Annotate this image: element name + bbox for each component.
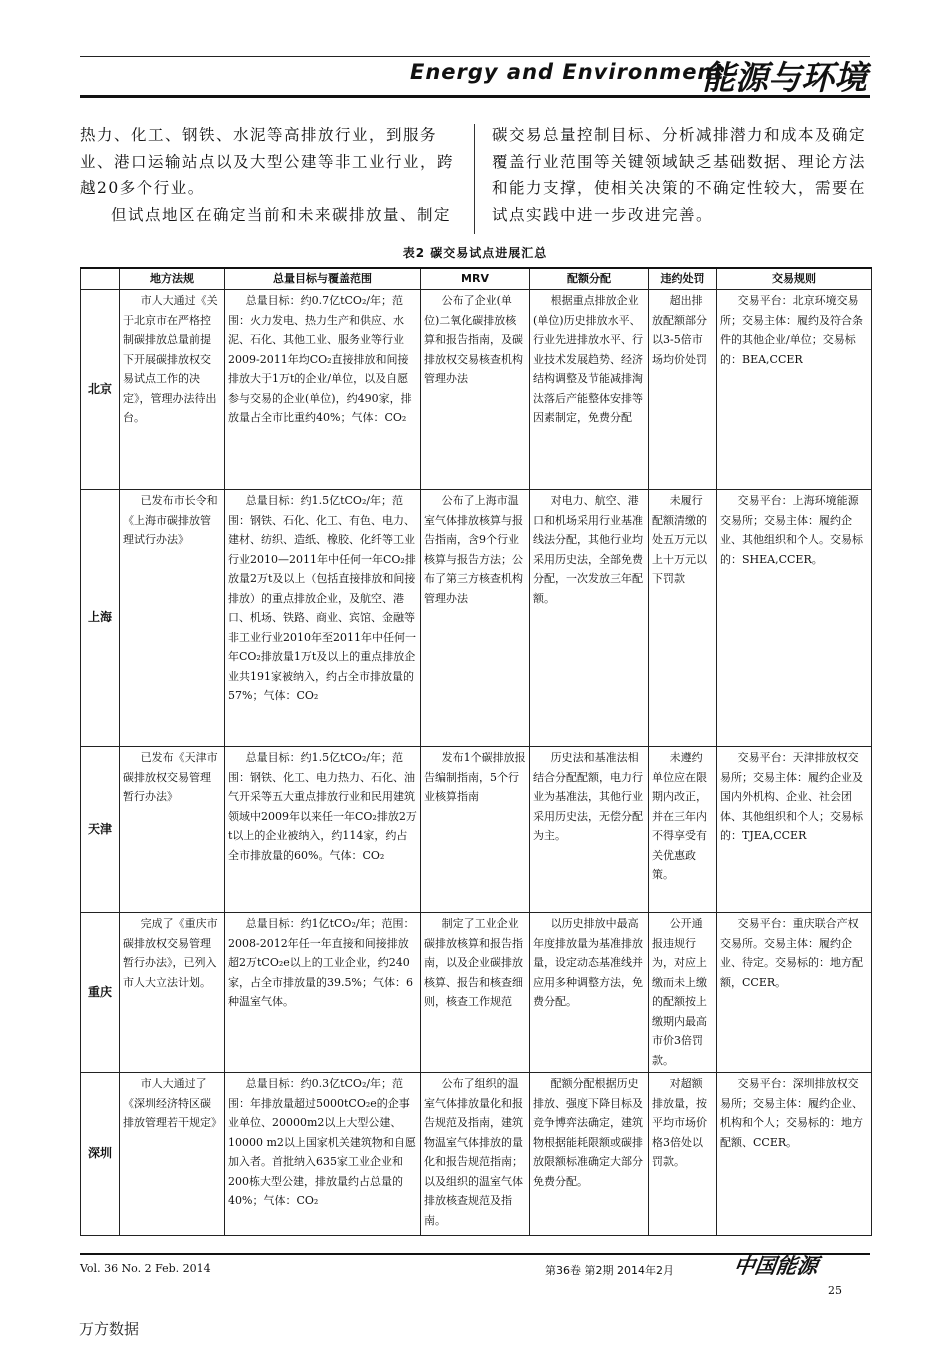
trading-cell: 交易平台：北京环境交易所；交易主体：履约及符合条件的其他企业/单位；交易标的：BEA,CCER (717, 290, 872, 490)
law-cell: 完成了《重庆市碳排放权交易管理暂行办法》，已列入市人大立法计划。 (120, 913, 225, 1073)
allocation-cell: 以历史排放中最高年度排放量为基准排放量，设定动态基准线并应用多种调整方法，免费分配。 (530, 913, 649, 1073)
header-cell (81, 268, 120, 290)
allocation-cell: 根据重点排放企业(单位)历史排放水平、行业先进排放水平、行业技术发展趋势、经济结构调整及节能减排淘汰落后产能整体安排等因素制定，免费分配 (530, 290, 649, 490)
footer-brand-logo: 中国能源 (732, 1254, 820, 1278)
city-cell: 上海 (81, 490, 120, 747)
penalty-cell: 对超额排放量，按平均市场价格3倍处以罚款。 (649, 1073, 717, 1236)
target-cell: 总量目标：约1亿tCO₂/年；范围：2008-2012年任一年直接和间接排放超2万tCO₂e以上的工业企业，约240家，占全市排放量的39.5%；气体：6种温室气体。 (225, 913, 421, 1073)
target-cell: 总量目标：约0.7亿tCO₂/年；范围：火力发电、热力生产和供应、水泥、石化、其他工业、服务业等行业2009-2011年均CO₂直接排放和间接排放大于1万t的企业/单位，以及自愿参与交易的企业(单位)，约490家，排放量占全市比重约40%；气体：CO₂ (225, 290, 421, 490)
allocation-cell: 历史法和基准法相结合分配配额，电力行业为基准法，其他行业采用历史法，无偿分配为主。 (530, 747, 649, 913)
penalty-cell: 未履行配额清缴的处五万元以上十万元以下罚款 (649, 490, 717, 747)
trading-cell: 交易平台：重庆联合产权交易所。交易主体：履约企业、待定。交易标的：地方配额，CCER。 (717, 913, 872, 1073)
body-left-column (80, 122, 458, 228)
allocation-cell: 配额分配根据历史排放、强度下降目标及竞争博弈法确定，建筑物根据能耗限额或碳排放限额标准确定大部分免费分配。 (530, 1073, 649, 1236)
journal-title-en: Energy and Environment (410, 60, 725, 84)
header-cell: 交易规则 (717, 268, 872, 290)
header-cell: 违约处罚 (649, 268, 717, 290)
column-divider (474, 124, 475, 234)
watermark: 万方数据 (79, 1320, 140, 1338)
paragraph: 碳交易总量控制目标、分析减排潜力和成本及确定覆盖行业范围等关键领域缺乏基础数据、理论方法和能力支撑，使相关决策的不确定性较大，需要在试点实践中进一步改进完善。 (492, 126, 867, 224)
trading-cell: 交易平台：上海环境能源交易所；交易主体：履约企业、其他组织和个人。交易标的：SHEA,CCER。 (717, 490, 872, 747)
trading-cell: 交易平台：深圳排放权交易所；交易主体：履约企业、机构和个人；交易标的：地方配额、CCER。 (717, 1073, 872, 1236)
law-cell: 已发布市长令和《上海市碳排放管理试行办法》 (120, 490, 225, 747)
table-row (81, 747, 872, 913)
table-header-row (81, 268, 872, 290)
mrv-cell: 公布了企业(单位)二氧化碳排放核算和报告指南，及碳排放权交易核查机构管理办法 (421, 290, 530, 490)
page-number: 25 (828, 1284, 842, 1297)
header-cell: MRV (421, 268, 530, 290)
footer-volume: Vol. 36 No. 2 Feb. 2014 (80, 1262, 211, 1275)
footer-issue: 第36卷 第2期 2014年2月 (545, 1264, 674, 1277)
city-cell: 北京 (81, 290, 120, 490)
header-rule-bottom (80, 95, 870, 98)
mrv-cell: 公布了上海市温室气体排放核算与报告指南，含9个行业核算与报告方法；公布了第三方核查机构管理办法 (421, 490, 530, 747)
body-right-column (492, 122, 872, 228)
header-cell: 地方法规 (120, 268, 225, 290)
header-cell: 配额分配 (530, 268, 649, 290)
target-cell: 总量目标：约0.3亿tCO₂/年；范围：年排放量超过5000tCO₂e的企事业单位、20000m2以上大型公建、10000 m2以上国家机关建筑物和自愿加入者。首批纳入635家工业企业和200栋大型公建，排放量约占总量的40%；气体：CO₂ (225, 1073, 421, 1236)
paragraph: 热力、化工、钢铁、水泥等高排放行业，到服务业、港口运输站点以及大型公建等非工业行业，跨越20多个行业。 (80, 126, 455, 197)
paragraph: 但试点地区在确定当前和未来碳排放量、制定 (111, 205, 452, 224)
carbon-pilot-table (80, 267, 872, 1236)
penalty-cell: 公开通报违规行为，对应上缴而未上缴的配额按上缴期内最高市价3倍罚款。 (649, 913, 717, 1073)
header-cell: 总量目标与覆盖范围 (225, 268, 421, 290)
target-cell: 总量目标：约1.5亿tCO₂/年；范围：钢铁、石化、化工、有色、电力、建材、纺织、造纸、橡胶、化纤等工业行业2010—2011年中任何一年CO₂排放量2万t及以上（包括直接排放和间接排放）的重点排放企业，及航空、港口、机场、铁路、商业、宾馆、金融等非工业行业2010年至2011年中任何一年CO₂排放量1万t及以上的重点排放企业共191家被纳入，约占全市排放量的57%；气体：CO₂ (225, 490, 421, 747)
mrv-cell: 发布1个碳排放报告编制指南，5个行业核算指南 (421, 747, 530, 913)
law-cell: 市人大通过了《深圳经济特区碳排放管理若干规定》 (120, 1073, 225, 1236)
city-cell: 天津 (81, 747, 120, 913)
table-row (81, 1073, 872, 1236)
table-caption: 表2 碳交易试点进展汇总 (402, 246, 548, 260)
table-row (81, 290, 872, 490)
journal-title-cn: 能源与环境 (702, 58, 867, 97)
allocation-cell: 对电力、航空、港口和机场采用行业基准线法分配，其他行业均采用历史法，全部免费分配，一次发放三年配额。 (530, 490, 649, 747)
city-cell: 深圳 (81, 1073, 120, 1236)
city-cell: 重庆 (81, 913, 120, 1073)
law-cell: 已发布《天津市碳排放权交易管理暂行办法》 (120, 747, 225, 913)
trading-cell: 交易平台：天津排放权交易所；交易主体：履约企业及国内外机构、企业、社会团体、其他组织和个人；交易标的：TJEA,CCER (717, 747, 872, 913)
penalty-cell: 超出排放配额部分以3-5倍市场均价处罚 (649, 290, 717, 490)
target-cell: 总量目标：约1.5亿tCO₂/年；范围：钢铁、化工、电力热力、石化、油气开采等五大重点排放行业和民用建筑领域中2009年以来任一年CO₂排放2万t以上的企业被纳入，约114家，约占全市排放量的60%。气体：CO₂ (225, 747, 421, 913)
table-row (81, 490, 872, 747)
table-row (81, 913, 872, 1073)
penalty-cell: 未遵约单位应在限期内改正，并在三年内不得享受有关优惠政策。 (649, 747, 717, 913)
mrv-cell: 公布了组织的温室气体排放量化和报告规范及指南，建筑物温室气体排放的量化和报告规范指南；以及组织的温室气体排放核查规范及指南。 (421, 1073, 530, 1236)
law-cell: 市人大通过《关于北京市在严格控制碳排放总量前提下开展碳排放权交易试点工作的决定》，管理办法待出台。 (120, 290, 225, 490)
mrv-cell: 制定了工业企业碳排放核算和报告指南，以及企业碳排放核算、报告和核查细则，核查工作规范 (421, 913, 530, 1073)
